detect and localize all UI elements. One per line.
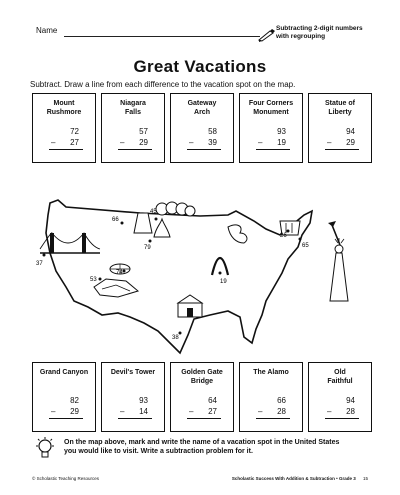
book-title: Scholastic Success With Addition & Subtraction • Grade 3 (231, 476, 356, 481)
name-label: Name (36, 26, 58, 35)
answer-line[interactable] (325, 149, 359, 150)
subtrahend: 27 (208, 407, 217, 416)
topic-line-2: with regrouping (276, 33, 326, 40)
topic-line-1: Subtracting 2-digit numbers (276, 25, 363, 32)
minuend: 57 (139, 127, 148, 136)
minuend: 58 (208, 127, 217, 136)
page-number: 15 (362, 476, 368, 481)
card-label-line-2: Falls (125, 109, 141, 116)
instructions: Subtract. Draw a line from each difference to the vacation spot on the map. (30, 80, 296, 89)
answer-line[interactable] (325, 418, 359, 419)
pencil-icon (258, 28, 276, 42)
minus-sign: – (258, 407, 263, 416)
answer-line[interactable] (187, 149, 221, 150)
top-problem-row (32, 93, 372, 163)
problem-card-golden-gate-bridge[interactable] (170, 362, 234, 432)
subtrahend: 28 (346, 407, 355, 416)
minus-sign: – (327, 407, 332, 416)
card-label (104, 99, 162, 117)
card-label-line-1: Grand Canyon (39, 369, 89, 376)
bottom-problem-row (32, 362, 372, 432)
subtrahend: 28 (277, 407, 286, 416)
card-label-line-2: Rushmore (46, 109, 82, 116)
subtrahend: 39 (208, 138, 217, 147)
minus-sign: – (258, 138, 263, 147)
minuend: 72 (70, 127, 79, 136)
card-label (173, 368, 231, 386)
mount-rushmore-icon (156, 202, 195, 216)
map-label-79: 79 (144, 245, 151, 251)
minus-sign: – (189, 138, 194, 147)
answer-line[interactable] (49, 418, 83, 419)
bonus-task (34, 436, 374, 466)
book-credit (232, 476, 368, 481)
problem-card-grand-canyon[interactable] (32, 362, 96, 432)
minuend: 94 (346, 396, 355, 405)
card-label-line-2: Arch (194, 109, 210, 116)
card-label-line-1: The Alamo (253, 369, 289, 376)
map-label-53: 53 (90, 277, 97, 283)
minus-sign: – (120, 138, 125, 147)
map-label-37: 37 (36, 261, 43, 267)
lightbulb-icon (34, 436, 56, 462)
card-label-line-2: Faithful (327, 378, 353, 385)
card-label-line-1: Statue of (325, 100, 355, 107)
subtrahend: 29 (346, 138, 355, 147)
problem-card-the-alamo[interactable] (239, 362, 303, 432)
card-label-line-2: Bridge (190, 378, 214, 385)
card-label (311, 99, 369, 117)
card-label-line-1: Golden Gate (181, 369, 223, 376)
subtrahend: 29 (139, 138, 148, 147)
problem-card-niagara-falls[interactable] (101, 93, 165, 163)
problem-card-statue-of-liberty[interactable] (308, 93, 372, 163)
task-text (64, 438, 374, 456)
us-map (30, 183, 370, 361)
subtrahend: 29 (70, 407, 79, 416)
minuend: 82 (70, 396, 79, 405)
card-label-line-1: Gateway (187, 100, 217, 107)
topic-banner (258, 22, 376, 48)
map-label-65: 65 (302, 243, 309, 249)
card-label-line-1: Mount (53, 100, 75, 107)
map-label-38: 38 (172, 335, 179, 341)
map-label-45: 45 (150, 209, 157, 215)
answer-line[interactable] (256, 418, 290, 419)
minuend: 94 (346, 127, 355, 136)
name-row (30, 26, 260, 40)
minuend: 66 (277, 396, 286, 405)
minuend: 93 (139, 396, 148, 405)
problem-card-gateway-arch[interactable] (170, 93, 234, 163)
problem-card-mount-rushmore[interactable] (32, 93, 96, 163)
answer-line[interactable] (256, 149, 290, 150)
minuend: 64 (208, 396, 217, 405)
minus-sign: – (51, 407, 56, 416)
card-label-line-1: Devil's Tower (110, 369, 156, 376)
answer-line[interactable] (187, 418, 221, 419)
card-label (104, 368, 162, 377)
problem-card-old-faithful[interactable] (308, 362, 372, 432)
card-label (173, 99, 231, 117)
card-label-line-1: Four Corners (248, 100, 294, 107)
minus-sign: – (189, 407, 194, 416)
answer-line[interactable] (118, 149, 152, 150)
task-line-1: On the map above, mark and write the name of a vacation spot in the United States (64, 439, 340, 446)
map-label-66: 66 (112, 217, 119, 223)
map-label-19: 19 (220, 279, 227, 285)
subtrahend: 19 (277, 138, 286, 147)
minus-sign: – (51, 138, 56, 147)
subtrahend: 27 (70, 138, 79, 147)
topic-text (276, 25, 363, 41)
problem-card-four-corners[interactable] (239, 93, 303, 163)
minus-sign: – (120, 407, 125, 416)
problem-card-devils-tower[interactable] (101, 362, 165, 432)
card-label (35, 368, 93, 377)
name-line[interactable] (64, 36, 260, 37)
subtrahend: 14 (139, 407, 148, 416)
card-label (311, 368, 369, 386)
minuend: 93 (277, 127, 286, 136)
card-label-line-2: Monument (253, 109, 289, 116)
card-label-line-2: Liberty (328, 109, 352, 116)
minus-sign: – (327, 138, 332, 147)
map-label-74: 74 (116, 270, 123, 276)
card-label-line-1: Niagara (120, 100, 146, 107)
us-outline (46, 200, 312, 353)
map-label-26: 26 (280, 233, 287, 239)
task-line-2: you would like to visit. Write a subtraction problem for it. (64, 448, 253, 455)
answer-line[interactable] (118, 418, 152, 419)
publisher-credit: © Scholastic Teaching Resources (32, 476, 100, 481)
page-title: Great Vacations (133, 57, 267, 76)
card-label (35, 99, 93, 117)
answer-line[interactable] (49, 149, 83, 150)
statue-of-liberty-icon (328, 221, 348, 301)
card-label (242, 99, 300, 117)
card-label (242, 368, 300, 377)
card-label-line-1: Old (334, 369, 346, 376)
